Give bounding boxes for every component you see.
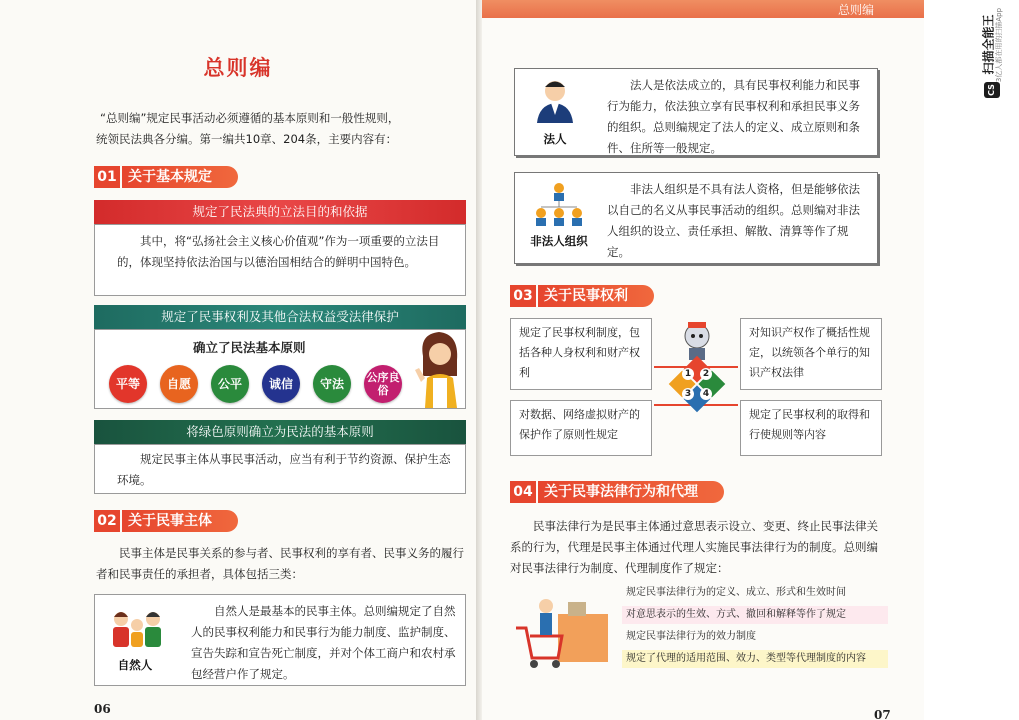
act-item-4: 规定了代理的适用范围、效力、类型等代理制度的内容: [622, 650, 888, 668]
right-item-3: 对数据、网络虚拟财产的保护作了原则性规定: [510, 400, 652, 456]
page-number-left: 06: [94, 702, 111, 716]
box-unincorporated: [514, 172, 878, 264]
principle-good-faith: 诚信: [262, 365, 300, 403]
right-page: [482, 0, 924, 720]
intro-line2: 统领民法典各分编。第一编共10章、204条，主要内容有：: [96, 132, 398, 146]
section-title: 关于基本规定: [122, 166, 238, 188]
unincorporated-text: 非法人组织是不具有法人资格，但是能够依法以自己的名义从事民事活动的组织。总则编对非法人组织的设立、责任承担、解散、清算等作了规定。: [607, 182, 860, 259]
civil-subject-text: 民事主体是民事关系的参与者、民事权利的享有者、民事义务的履行者和民事责任的承担者，具体包括三类：: [96, 546, 464, 581]
principles-title: 确立了民法基本原则: [193, 340, 306, 355]
act-item-2: 对意思表示的生效、方式、撤回和解释等作了规定: [622, 606, 888, 624]
legal-person-label: 法人: [543, 132, 567, 146]
right-item-2: 对知识产权作了概括性规定，以统领各个单行的知识产权法律: [740, 318, 882, 390]
box-legal-person: [514, 68, 878, 156]
page-number-right: 07: [874, 708, 891, 720]
civil-act-text: 民事法律行为是民事主体通过意思表示设立、变更、终止民事法律关系的行为，代理是民事主体通过代理人实施民事法律行为的制度。总则编对民事法律行为制度、代理制度作了规定：: [510, 519, 878, 575]
family-icon: [109, 609, 165, 649]
header-band: [482, 0, 924, 18]
section-number: 04: [510, 481, 536, 503]
right-item-1: 规定了民事权利制度，包括各种人身权利和财产权利: [510, 318, 652, 390]
box-principles: [94, 329, 466, 409]
scanner-brand: 扫描全能王: [981, 14, 996, 75]
bar-rights-protected: 规定了民事权利及其他合法权益受法律保护: [94, 305, 466, 329]
box-green-principle: 规定民事主体从事民事活动，应当有利于节约资源、保护生态环境。: [94, 444, 466, 494]
legal-person-text: 法人是依法成立的，具有民事权利能力和民事行为能力，依法独立享有民事权利和承担民事义务的组织。总则编规定了法人的定义、成立原则和条件、住所等一般规定。: [607, 78, 860, 155]
principle-public-order: 公序良俗: [364, 365, 402, 403]
box-legislative-purpose: 其中，将“弘扬社会主义核心价值观”作为一项重要的立法目的，体现坚持依法治国与以德治国相结合的鲜明中国特色。: [94, 224, 466, 296]
section-number: 01: [94, 166, 120, 188]
diamond-label-1: 1: [682, 368, 694, 380]
section-02-header: [94, 510, 238, 532]
section-number: 03: [510, 285, 536, 307]
right-item-4: 规定了民事权利的取得和行使规则等内容: [740, 400, 882, 456]
section-title: 关于民事权利: [538, 285, 654, 307]
principle-equality: 平等: [109, 365, 147, 403]
diamond-label-4: 4: [700, 388, 712, 400]
businessman-icon: [535, 79, 575, 123]
box-natural-person: [94, 594, 466, 686]
bar-green-principle: 将绿色原则确立为民法的基本原则: [94, 420, 466, 444]
bar-legislative-purpose: 规定了民法典的立法目的和依据: [94, 200, 466, 224]
scanner-watermark: [924, 0, 1019, 720]
act-item-3: 规定民事法律行为的效力制度: [626, 631, 756, 642]
scanner-slogan: 3亿人都在用的扫描App: [995, 7, 1003, 83]
organization-icon: [533, 181, 585, 227]
cs-logo: CS: [984, 82, 1000, 98]
shopping-illustration-icon: [512, 594, 616, 670]
section-01-header: [94, 166, 238, 188]
section-title: 关于民事主体: [122, 510, 238, 532]
natural-person-text: 自然人是最基本的民事主体。总则编规定了自然人的民事权利能力和民事行为能力制度、监护制度、宣告失踪和宣告死亡制度，并对个体工商户和农村承包经营户作了规定。: [191, 604, 456, 681]
principle-fairness: 公平: [211, 365, 249, 403]
intro-line1: “总则编”规定民事活动必须遵循的基本原则和一般性规则，: [100, 111, 400, 125]
running-header: 总则编: [837, 3, 874, 17]
unincorporated-label: 非法人组织: [530, 234, 588, 248]
principle-voluntary: 自愿: [160, 365, 198, 403]
natural-person-label: 自然人: [117, 658, 153, 672]
principle-law-abiding: 守法: [313, 365, 351, 403]
diamond-label-2: 2: [700, 368, 712, 380]
teacher-illustration-icon: [413, 326, 465, 408]
page-title: 总则编: [203, 56, 273, 80]
section-03-header: [510, 285, 654, 307]
act-item-1: 规定民事法律行为的定义、成立、形式和生效时间: [626, 587, 846, 598]
section-number: 02: [94, 510, 120, 532]
section-title: 关于民事法律行为和代理: [538, 481, 724, 503]
left-page: [0, 0, 476, 720]
diamond-label-3: 3: [682, 388, 694, 400]
section-04-header: [510, 481, 724, 503]
